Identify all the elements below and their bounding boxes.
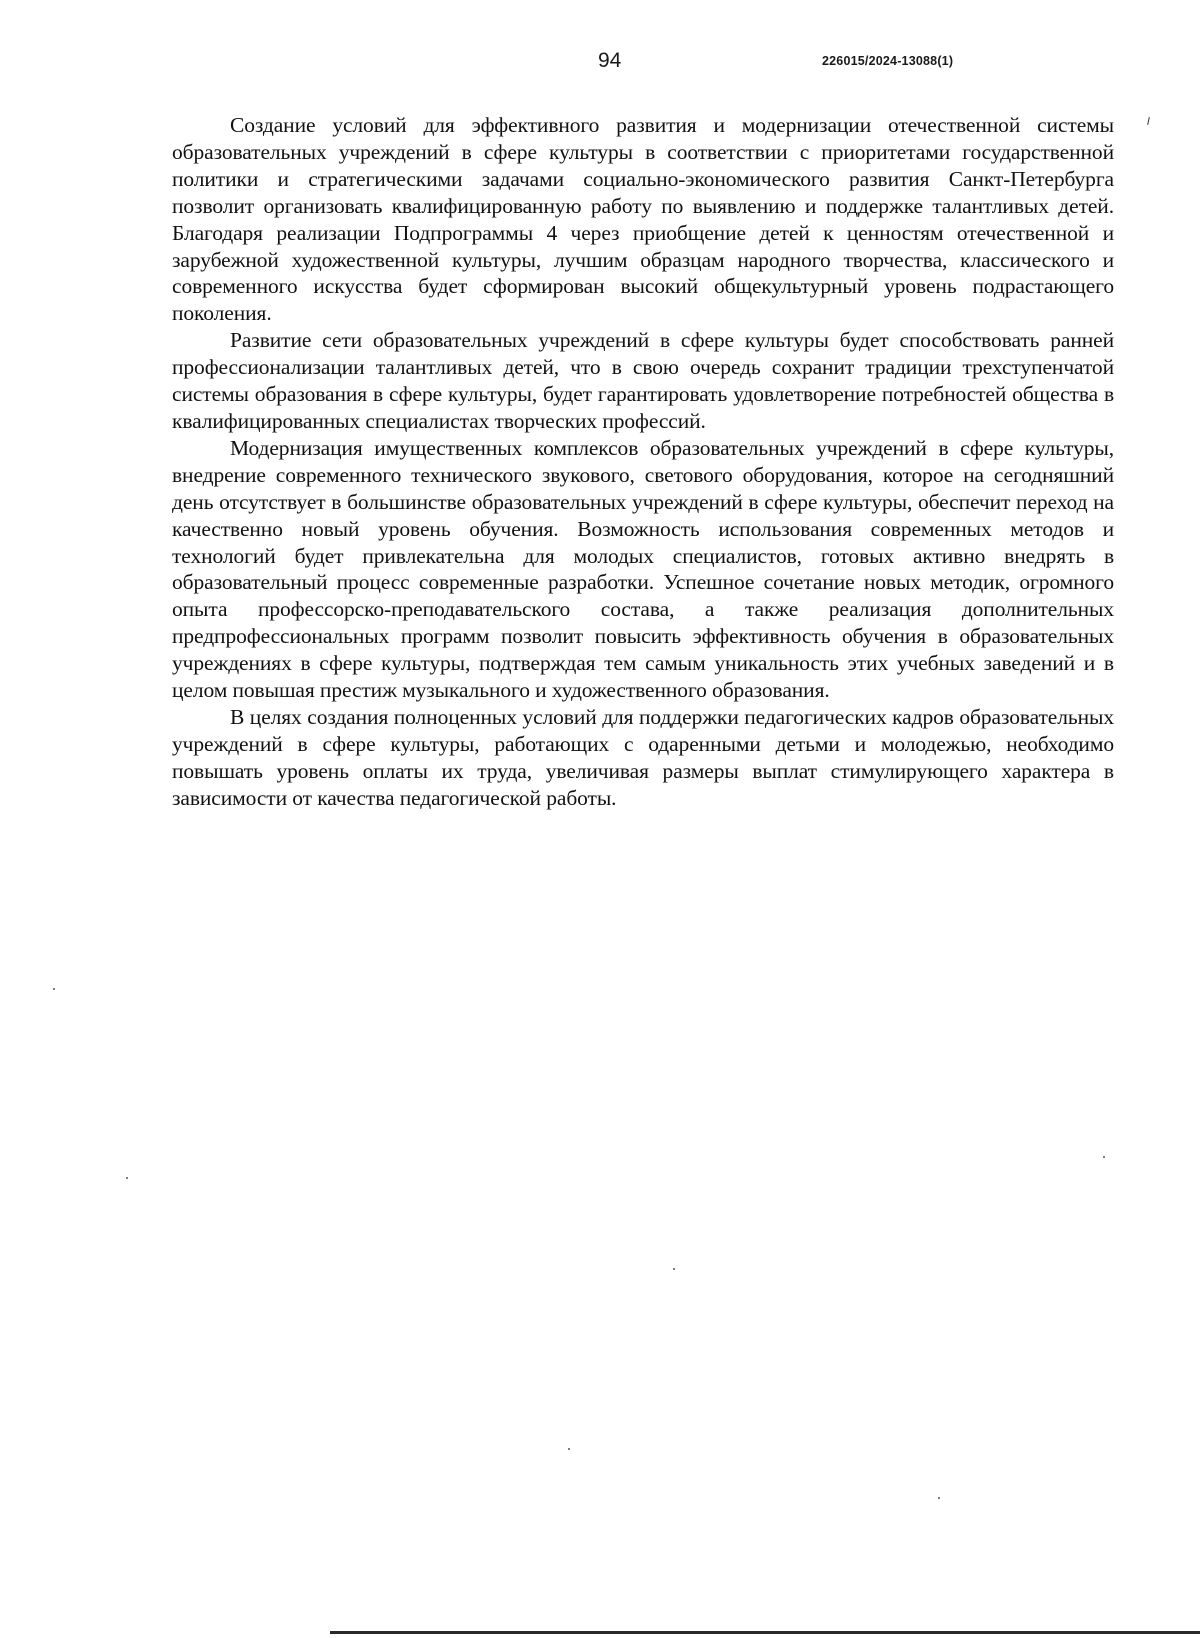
- scan-speck: [673, 1268, 675, 1270]
- scan-speck: [53, 988, 55, 990]
- scan-edge-line: [330, 1631, 1200, 1634]
- paragraph-1: Создание условий для эффективного развития и модернизации отечественной системы образовательных учреждений в сфере культуры в соответствии с приоритетами государственной политики и стратегическими задачами социально-экономического развития Санкт-Петербурга позволит организовать квалифицированную работу по выявлению и поддержке талантливых детей. Благодаря реализации Подпрограммы 4 через приобщение детей к ценностям отечественной и зарубежной художественной культуры, лучшим образцам народного творчества, классического и современного искусства будет сформирован высокий общекультурный уровень подрастающего поколения.: [172, 113, 1114, 326]
- paragraph-3: Модернизация имущественных комплексов образовательных учреждений в сфере культуры, внедрение современного технического звукового, светового оборудования, которое на сегодняшний день отсутствует в большинстве образовательных учреждений в сфере культуры, обеспечит переход на качественно новый уровень обучения. Возможность использования современных методов и технологий будет привлекательна для молодых специалистов, готовых активно внедрять в образовательный процесс современные разработки. Успешное сочетание новых методик, огромного опыта профессорско-преподавательского состава, а также реализация дополнительных предпрофессиональных программ позволит повысить эффективность обучения в образовательных учреждениях в сфере культуры, подтверждая тем самым уникальность этих учебных заведений и в целом повышая престиж музыкального и художественного образования.: [172, 435, 1114, 703]
- scan-speck: [938, 1497, 940, 1499]
- scan-speck: [126, 1177, 128, 1179]
- scan-speck: [568, 1448, 570, 1450]
- body-text: [172, 112, 1114, 812]
- document-id: 226015/2024-13088(1): [822, 54, 954, 68]
- paragraph-2: Развитие сети образовательных учреждений в сфере культуры будет способствовать ранней профессионализации талантливых детей, что в свою очередь сохранит традиции трехступенчатой системы образования в сфере культуры, будет гарантировать удовлетворение потребностей общества в квалифицированных специалистах творческих профессий.: [172, 328, 1114, 433]
- scan-mark: [1147, 117, 1150, 125]
- paragraph-4: В целях создания полноценных условий для поддержки педагогических кадров образовательных учреждений в сфере культуры, работающих с одаренными детьми и молодежью, необходимо повышать уровень оплаты их труда, увеличивая размеры выплат стимулирующего характера в зависимости от качества педагогической работы.: [172, 704, 1114, 810]
- page-number: 94: [598, 49, 622, 72]
- scan-speck: [1103, 1156, 1105, 1158]
